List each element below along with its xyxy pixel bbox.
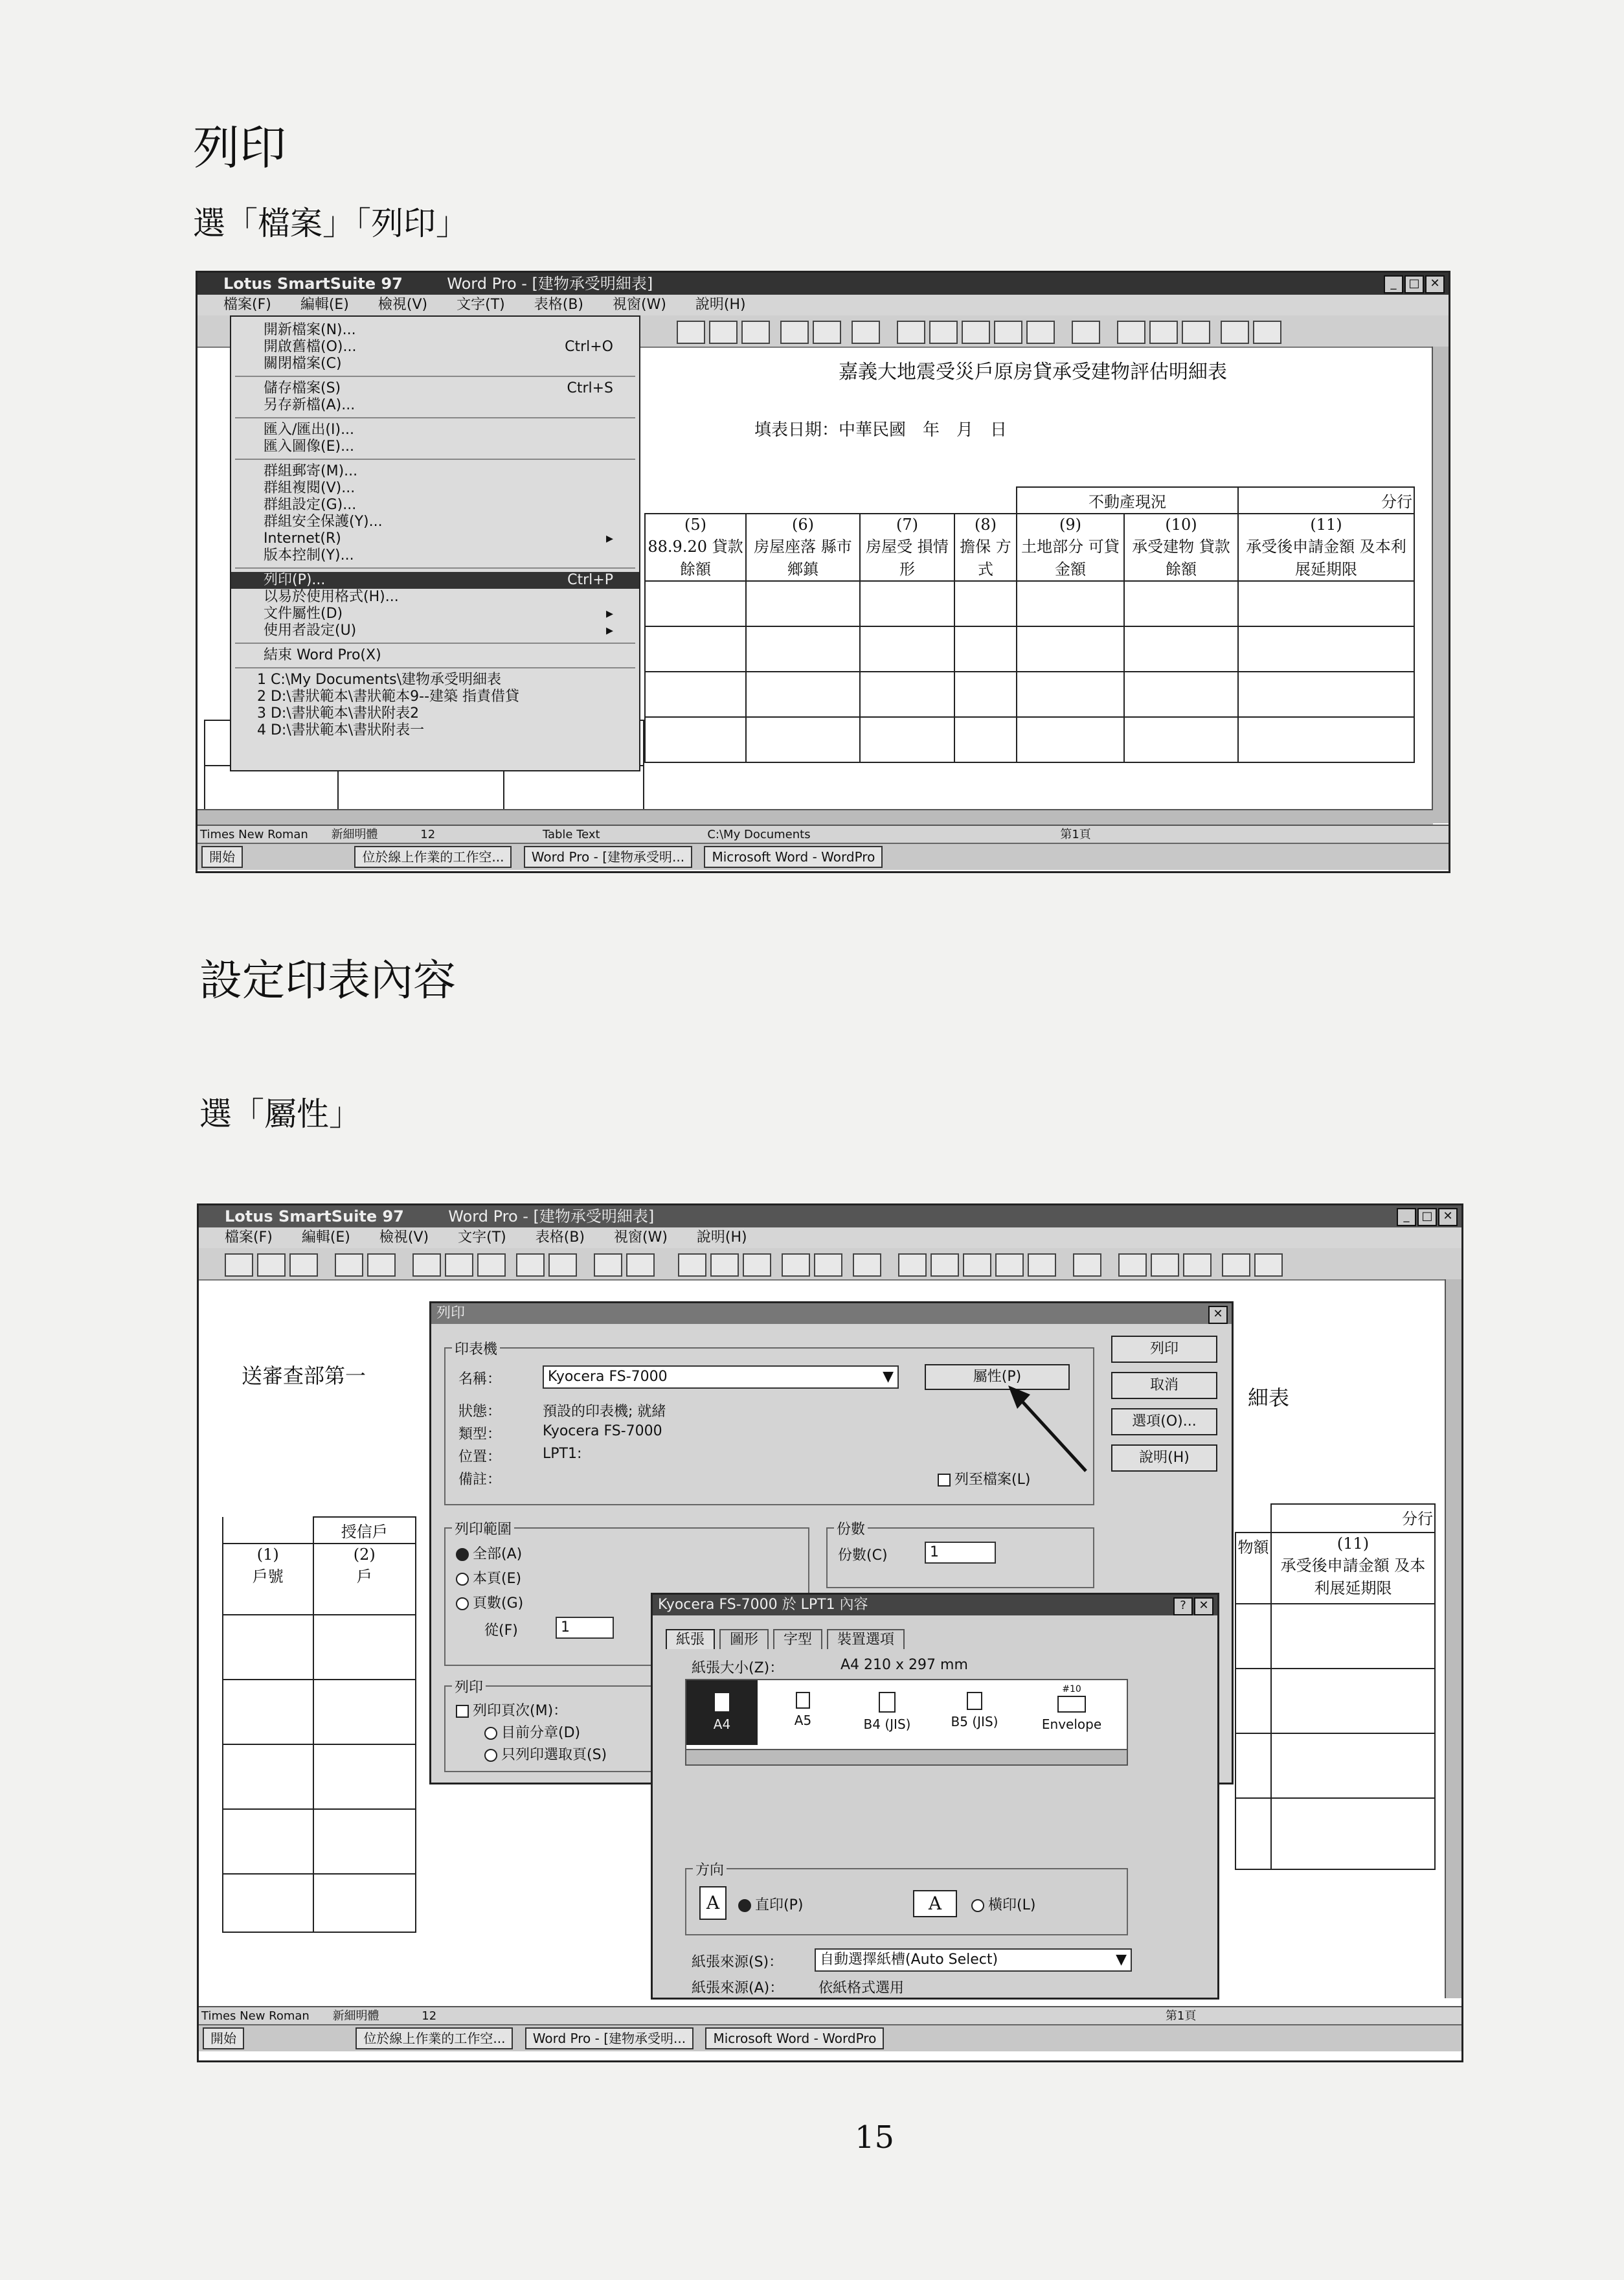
menu-separator <box>235 459 635 460</box>
status-style[interactable]: Table Text <box>542 828 600 841</box>
column-header-partial: 物額 <box>1235 1533 1271 1604</box>
menu-item-internet[interactable]: Internet(R) ▸ <box>264 530 613 547</box>
close-button[interactable]: ✕ <box>1425 275 1445 293</box>
toolbar-icon[interactable] <box>898 1253 927 1277</box>
toolbar-icon[interactable] <box>813 321 841 344</box>
paper-size-list <box>685 1679 1128 1766</box>
taskbar <box>197 843 1449 870</box>
printer-properties-dialog: Kyocera FS-7000 於 LPT1 內容 ? ✕ 紙張 圖形 字型 裝置選項 紙張大小(Z)： A4 210 x 297 mm A4 A5 B4 (JIS) B5 (JIS) #10 Envelope 方向 A 直印(P) A 橫印(L) 紙張來源(S)： 自動選擇紙槽(Auto Select) ▼ 紙張來源(A)： 依紙格式選用 <box>651 1593 1219 2000</box>
menu-item-versions[interactable]: 版本控制(Y)... <box>264 547 354 564</box>
menu-item-user-setup[interactable]: 使用者設定(U) ▸ <box>264 622 613 639</box>
menu-item-team-mail[interactable]: 群組郵寄(M)... <box>264 463 358 479</box>
properties-dialog-title: Kyocera FS-7000 於 LPT1 內容 <box>653 1595 1217 1615</box>
toolbar-icon[interactable] <box>851 321 880 344</box>
app-titlebar: Lotus SmartSuite 97 Word Pro - [建物承受明細表] <box>199 1205 1461 1227</box>
menu-item-team-setup[interactable]: 群組設定(G)... <box>264 497 357 513</box>
column-header: (10) 承受建物 貸款餘額 <box>1124 514 1238 581</box>
range-all-radio[interactable]: 全部(A) <box>456 1543 522 1563</box>
paper-a4[interactable]: A4 <box>686 1680 758 1745</box>
toolbar-icon[interactable] <box>1117 321 1145 344</box>
status-font2[interactable]: 新細明體 <box>332 2009 379 2023</box>
status-page[interactable]: 第1頁 <box>1060 828 1091 841</box>
status-value: 預設的印表機; 就緒 <box>543 1404 666 1420</box>
copies-group: 份數 份數(C) 1 <box>826 1527 1094 1588</box>
status-font2[interactable]: 新細明體 <box>331 828 378 841</box>
column-header: (7) 房屋受 損情形 <box>860 514 954 581</box>
menu-edit[interactable]: 編輯(E) <box>301 1229 350 1246</box>
options-button[interactable]: 選項(O)... <box>1111 1408 1217 1435</box>
section1-instruction: 選「檔案」「列印」 <box>193 205 468 242</box>
toolbar-icon[interactable] <box>1254 1253 1283 1277</box>
taskbar-item-wordpro[interactable]: Word Pro - [建物承受明... <box>524 846 692 868</box>
menu-item-open[interactable]: 開啟舊檔(O)... Ctrl+O <box>264 339 613 355</box>
menu-window[interactable]: 視窗(W) <box>613 297 666 313</box>
toolbar-icon[interactable] <box>1151 1253 1179 1277</box>
paper-b5[interactable]: B5 (JIS) <box>939 1680 1010 1745</box>
current-part-radio[interactable]: 目前分章(D) <box>484 1722 580 1742</box>
page-number: 15 <box>855 2119 895 2156</box>
toolbar-icon[interactable] <box>709 321 738 344</box>
toolbar-icon[interactable] <box>412 1253 441 1277</box>
status-page[interactable]: 第1頁 <box>1165 2009 1197 2023</box>
toolbar-icon[interactable] <box>710 1253 739 1277</box>
toolbar-icon[interactable] <box>782 1253 810 1277</box>
column-header: (8) 擔保 方式 <box>954 514 1017 581</box>
toolbar-icon[interactable] <box>548 1253 577 1277</box>
close-icon[interactable]: ✕ <box>1194 1597 1213 1615</box>
paper-size-value: A4 210 x 297 mm <box>840 1657 968 1673</box>
portrait-radio[interactable]: 直印(P) <box>738 1894 803 1914</box>
name-label: 名稱： <box>458 1371 502 1387</box>
menu-window[interactable]: 視窗(W) <box>614 1229 668 1246</box>
print-pages-checkbox[interactable]: 列印頁次(M)： <box>456 1700 567 1720</box>
status-font[interactable]: Times New Roman <box>200 828 308 841</box>
chevron-down-icon: ▼ <box>1116 1952 1127 1968</box>
from-page-input[interactable]: 1 <box>556 1617 614 1639</box>
group-header-2: 分行 <box>1238 487 1414 514</box>
toolbar-icon[interactable] <box>225 1253 253 1277</box>
printer-icon[interactable] <box>335 1253 363 1277</box>
print-range-group: 列印範圍 全部(A) 本頁(E) 頁數(G) 從(F) 1 <box>444 1527 809 1666</box>
app-titlebar: Lotus SmartSuite 97 Word Pro - [建物承受明細表] <box>197 273 1449 295</box>
toolbar-icon[interactable] <box>930 1253 959 1277</box>
column-header: (9) 土地部分 可貸金額 <box>1017 514 1124 581</box>
doc-left-text: 送審查部第一 <box>242 1363 367 1388</box>
toolbar-icon[interactable] <box>814 1253 842 1277</box>
menu-separator <box>235 376 635 377</box>
doc-table-right <box>1235 1503 1436 1870</box>
orientation-group: 方向 A 直印(P) A 橫印(L) <box>685 1868 1128 1935</box>
toolbar-icon[interactable] <box>853 1253 881 1277</box>
submenu-arrow-icon: ▸ <box>605 622 613 639</box>
cancel-button[interactable]: 取消 <box>1111 1372 1217 1399</box>
menu-item-save[interactable]: 儲存檔案(S) Ctrl+S <box>264 380 613 396</box>
chevron-down-icon: ▼ <box>883 1369 894 1385</box>
toolbar-icon[interactable] <box>1183 1253 1212 1277</box>
paper-a5[interactable]: A5 <box>767 1680 839 1745</box>
minimize-button[interactable]: _ <box>1384 275 1403 293</box>
maximize-button[interactable]: □ <box>1404 275 1424 293</box>
menu-view[interactable]: 檢視(V) <box>378 297 428 313</box>
toolbar-icon[interactable] <box>1253 321 1281 344</box>
vertical-scrollbar[interactable] <box>1432 347 1449 823</box>
menu-item-import-picture[interactable]: 匯入圖像(E)... <box>264 439 355 455</box>
submenu-arrow-icon: ▸ <box>605 530 613 547</box>
type-value: Kyocera FS-7000 <box>543 1423 662 1439</box>
copies-input[interactable]: 1 <box>925 1542 996 1564</box>
status-path[interactable]: C:\My Documents <box>707 828 811 841</box>
menu-item-exit[interactable]: 結束 Word Pro(X) <box>264 647 381 663</box>
print-dialog-title: 列印 <box>431 1303 1232 1324</box>
submenu-arrow-icon: ▸ <box>605 606 613 622</box>
menu-file[interactable]: 檔案(F) <box>223 297 271 313</box>
table-group-header: 分行 <box>1271 1504 1435 1533</box>
toolbar-icon[interactable] <box>677 321 705 344</box>
status-size[interactable]: 12 <box>422 2009 437 2023</box>
toolbar-icon[interactable] <box>594 1253 622 1277</box>
toolbar-icon[interactable] <box>1118 1253 1147 1277</box>
help-icon[interactable]: ? <box>1173 1597 1193 1615</box>
toolbar-icon[interactable] <box>1182 321 1210 344</box>
menu-file[interactable]: 檔案(F) <box>225 1229 273 1246</box>
statusbar <box>199 2006 1461 2025</box>
toolbar-icon[interactable] <box>1072 321 1100 344</box>
toolbar-icon[interactable] <box>994 321 1022 344</box>
toolbar-icon[interactable] <box>1222 1253 1250 1277</box>
toolbar-icon[interactable] <box>963 1253 991 1277</box>
close-icon[interactable]: ✕ <box>1208 1306 1228 1324</box>
menu-help[interactable]: 說明(H) <box>695 297 746 313</box>
toolbar <box>199 1248 1461 1281</box>
menu-item-team-security[interactable]: 群組安全保護(Y)... <box>264 514 383 530</box>
toolbar-icon[interactable] <box>995 1253 1024 1277</box>
toolbar-icon[interactable] <box>897 321 925 344</box>
taskbar <box>199 2024 1461 2051</box>
printer-group: 印表機 名稱： Kyocera FS-7000 ▼ 屬性(P) 狀態： 預設的印表機; 就緒 類型： Kyocera FS-7000 位置： LPT1: 備註： 列至檔案(L) <box>444 1347 1094 1505</box>
minimize-button[interactable]: _ <box>1397 1208 1416 1226</box>
range-pages-radio[interactable]: 頁數(G) <box>456 1592 523 1612</box>
toolbar-icon[interactable] <box>445 1253 473 1277</box>
toolbar-icon[interactable] <box>1073 1253 1101 1277</box>
menu-text[interactable]: 文字(T) <box>457 297 505 313</box>
recent-file-2[interactable]: 2 D:\書狀範本\書狀範本9--建築 指責借貸 <box>257 689 520 705</box>
status-font[interactable]: Times New Roman <box>201 2009 310 2023</box>
maximize-button[interactable]: □ <box>1417 1208 1437 1226</box>
menu-item-import-export[interactable]: 匯入/匯出(I)... <box>264 422 355 438</box>
doc-right-text: 細表 <box>1248 1385 1290 1410</box>
menu-separator <box>235 667 635 668</box>
menu-help[interactable]: 說明(H) <box>696 1229 747 1246</box>
envelope-icon <box>1057 1696 1086 1713</box>
portrait-icon: A <box>699 1886 727 1920</box>
toolbar-icon[interactable] <box>477 1253 506 1277</box>
help-button[interactable]: 說明(H) <box>1111 1444 1217 1472</box>
screenshot-file-menu <box>196 271 1450 873</box>
doc-table-left <box>222 1516 416 1933</box>
pointer-arrow-icon <box>1002 1380 1092 1477</box>
taskbar-item-workspace[interactable]: 位於線上作業的工作空... <box>355 2027 513 2049</box>
properties-tabs <box>666 1628 905 1648</box>
table-group-header: 授信戶 <box>313 1517 416 1544</box>
menu-separator <box>235 417 635 418</box>
taskbar-item-msword[interactable]: Microsoft Word - WordPro <box>705 2027 884 2049</box>
menu-edit[interactable]: 編輯(E) <box>300 297 349 313</box>
where-value: LPT1: <box>543 1446 582 1462</box>
paper-b4[interactable]: B4 (JIS) <box>851 1680 923 1745</box>
taskbar-item-wordpro[interactable]: Word Pro - [建物承受明... <box>525 2027 694 2049</box>
landscape-icon: A <box>913 1890 957 1917</box>
range-current-radio[interactable]: 本頁(E) <box>456 1568 521 1588</box>
close-button[interactable]: ✕ <box>1438 1208 1458 1226</box>
tab-graphics[interactable]: 圖形 <box>719 1629 769 1649</box>
toolbar-icon[interactable] <box>929 321 958 344</box>
menu-item-save-as[interactable]: 另存新檔(A)... <box>264 397 355 413</box>
menu-item-new[interactable]: 開新檔案(N)... <box>264 322 356 338</box>
paper-source-select[interactable]: 自動選擇紙槽(Auto Select) ▼ <box>815 1948 1132 1972</box>
menu-item-close[interactable]: 關閉檔案(C) <box>264 356 342 372</box>
menu-table[interactable]: 表格(B) <box>534 297 583 313</box>
toolbar-icon[interactable] <box>516 1253 545 1277</box>
menu-item-team-review[interactable]: 群組複閱(V)... <box>264 480 355 496</box>
menu-separator <box>235 567 635 569</box>
start-button[interactable]: 開始 <box>203 2027 244 2049</box>
menu-text[interactable]: 文字(T) <box>458 1229 506 1246</box>
toolbar-icon[interactable] <box>743 1253 771 1277</box>
toolbar-icon[interactable] <box>367 1253 396 1277</box>
file-menu-dropdown <box>230 315 640 771</box>
toolbar-icon[interactable] <box>1221 321 1249 344</box>
section2-heading: 設定印表內容 <box>199 955 456 1005</box>
column-header: (6) 房屋座落 縣市鄉鎮 <box>746 514 860 581</box>
printer-name-select[interactable]: Kyocera FS-7000 ▼ <box>543 1365 899 1389</box>
toolbar-icon[interactable] <box>1026 321 1055 344</box>
column-header: (11) 承受後申請金額 及本利展延期限 <box>1271 1533 1435 1604</box>
section1-heading: 列印 <box>193 120 287 175</box>
menu-view[interactable]: 檢視(V) <box>379 1229 429 1246</box>
toolbar-icon[interactable] <box>626 1253 655 1277</box>
toolbar-icon[interactable] <box>289 1253 318 1277</box>
toolbar-icon[interactable] <box>741 321 770 344</box>
menubar <box>199 1227 1461 1249</box>
menu-item-print-format[interactable]: 以易於使用格式(H)... <box>264 589 399 605</box>
toolbar-icon[interactable] <box>780 321 809 344</box>
tab-fonts[interactable]: 字型 <box>773 1629 822 1649</box>
menu-item-doc-properties[interactable]: 文件屬性(D) ▸ <box>264 606 613 622</box>
group-header: 不動產現況 <box>1017 487 1238 514</box>
toolbar-icon[interactable] <box>257 1253 286 1277</box>
column-header: (1) 戶號 <box>223 1544 313 1615</box>
column-header: (11) 承受後申請金額 及本利展延期限 <box>1238 514 1414 581</box>
statusbar <box>197 825 1449 844</box>
recent-file-3[interactable]: 3 D:\書狀範本\書狀附表2 <box>257 705 420 722</box>
print-options-group: 列印 列印頁次(M)： 目前分章(D) 只列印選取頁(S) <box>444 1685 809 1772</box>
doc-table <box>644 486 1415 763</box>
print-to-file-checkbox[interactable]: 列至檔案(L) <box>938 1468 1030 1488</box>
menubar <box>197 295 1449 316</box>
toolbar-icon[interactable] <box>962 321 990 344</box>
toolbar-icon[interactable] <box>678 1253 706 1277</box>
paper-source-2-value: 依紙格式選用 <box>818 1980 905 1996</box>
tab-paper[interactable]: 紙張 <box>666 1629 715 1649</box>
status-size[interactable]: 12 <box>420 828 436 841</box>
recent-file-4[interactable]: 4 D:\書狀範本\書狀附表一 <box>257 722 425 738</box>
section2-instruction: 選「屬性」 <box>199 1095 361 1133</box>
menu-separator <box>235 643 635 644</box>
print-button[interactable]: 列印 <box>1111 1336 1217 1363</box>
horizontal-scrollbar[interactable] <box>197 809 1433 825</box>
screenshot-print-dialog <box>197 1203 1463 2062</box>
landscape-radio[interactable]: 橫印(L) <box>971 1894 1035 1914</box>
toolbar-icon[interactable] <box>1028 1253 1056 1277</box>
paper-envelope[interactable]: #10 Envelope <box>1041 1684 1102 1732</box>
start-button[interactable]: 開始 <box>201 846 243 868</box>
column-header: (2) 戶 <box>313 1544 416 1615</box>
taskbar-item-workspace[interactable]: 位於線上作業的工作空... <box>354 846 512 868</box>
selected-only-radio[interactable]: 只列印選取頁(S) <box>484 1744 607 1764</box>
properties-button[interactable]: 屬性(P) <box>925 1364 1070 1390</box>
tab-device-options[interactable]: 裝置選項 <box>827 1629 905 1649</box>
menu-table[interactable]: 表格(B) <box>535 1229 585 1246</box>
paper-list-scrollbar[interactable] <box>686 1749 1127 1764</box>
menu-item-print[interactable]: 列印(P)... Ctrl+P <box>231 572 639 589</box>
column-header: (5) 88.9.20 貸款餘額 <box>645 514 746 581</box>
taskbar-item-msword[interactable]: Microsoft Word - WordPro <box>704 846 883 868</box>
recent-file-1[interactable]: 1 C:\My Documents\建物承受明細表 <box>257 672 502 688</box>
vertical-scrollbar[interactable] <box>1445 1279 1461 1998</box>
doc-date: 填表日期：中華民國 年 月 日 <box>754 420 1008 440</box>
toolbar-icon[interactable] <box>1149 321 1178 344</box>
doc-heading: 嘉義大地震受災戶原房貸承受建物評估明細表 <box>839 361 1227 383</box>
